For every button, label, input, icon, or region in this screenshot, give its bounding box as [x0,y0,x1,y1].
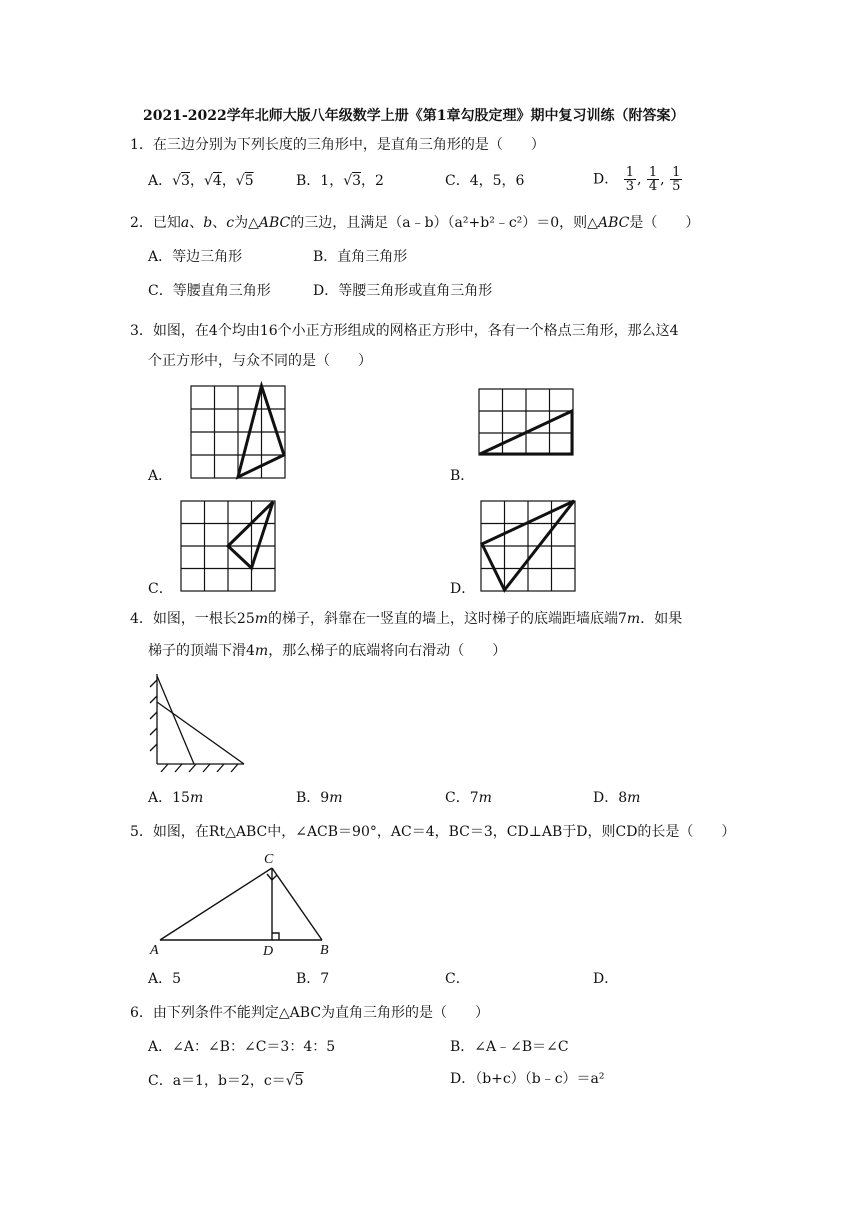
q6-option-a: A．∠A：∠B：∠C＝3：4：5 [148,1039,336,1055]
q3-option-b: B． [450,468,475,484]
vertex-label-d: D [263,944,274,959]
q2-option-b: B．直角三角形 [313,249,408,265]
q1-option-a: A．√3，√4，√5 [148,173,254,189]
grid-figure-b [478,388,574,456]
q5-option-a: A．5 [148,971,182,987]
q3-option-a: A． [148,468,173,484]
q4-option-d: D．8m [593,790,641,806]
vertex-label-c: C [264,852,274,867]
q4-option-a: A．15m [148,790,204,806]
q2-option-d: D．等腰三角形或直角三角形 [313,283,493,299]
q6-option-d: D．（b+c）（b﹣c）＝a² [450,1071,605,1087]
question-6-stem: 6．由下列条件不能判定△ABC为直角三角形的是（ ） [130,1005,490,1021]
question-4-stem-line1: 4．如图，一根长25m的梯子，斜靠在一竖直的墙上，这时梯子的底端距墙底端7m．如果 [130,611,683,627]
q5-option-c: C． [445,971,470,987]
q2-option-a: A．等边三角形 [148,249,243,265]
q1-option-c: C．4，5，6 [445,173,525,189]
q4-option-c: C．7m [445,790,492,806]
q4-option-b: B．9m [296,790,343,806]
question-3-stem-line1: 3．如图，在4个均由16个小正方形组成的网格正方形中，各有一个格点三角形，那么这4 [130,323,679,339]
grid-figure-d [480,500,576,592]
question-2-stem: 2．已知a、b、c为△ABC的三边，且满足（a﹣b）（a²+b²﹣c²）＝0，则△ABC是（ ） [130,215,700,231]
q5-option-b: B．7 [296,971,330,987]
q1-option-d: D． $\frac{1}{3}$ , $\frac{1}{4}$ , $\frac{1}{5}$ [593,165,681,194]
grid-figure-a [190,385,286,479]
q1-option-b: B．1，√3，2 [296,173,384,189]
q3-option-d: D． [450,581,476,597]
grid-figure-c [180,500,276,592]
q3-option-c: C． [148,581,173,597]
ladder-figure [148,672,248,778]
question-4-stem-line2: 梯子的顶端下滑4m，那么梯子的底端将向右滑动（ ） [148,643,507,659]
question-3-stem-line2: 个正方形中，与众不同的是（ ） [148,353,372,369]
q6-option-b: B．∠A﹣∠B＝∠C [450,1039,569,1055]
question-1-stem: 1．在三边分别为下列长度的三角形中，是直角三角形的是（ ） [130,137,545,153]
vertex-label-a: A [150,943,159,958]
page-title: 2021-2022学年北师大版八年级数学上册《第1章勾股定理》期中复习训练（附答案） [143,108,685,124]
q2-option-c: C．等腰直角三角形 [148,283,271,299]
q5-option-d: D． [593,971,619,987]
vertex-label-b: B [320,943,329,958]
q6-option-c: C．a＝1，b＝2，c＝√5 [148,1073,304,1089]
right-triangle-figure [148,848,338,960]
question-5-stem: 5．如图，在Rt△ABC中，∠ACB＝90°，AC＝4，BC＝3，CD⊥AB于D，则CD的长是（ ） [130,824,736,840]
